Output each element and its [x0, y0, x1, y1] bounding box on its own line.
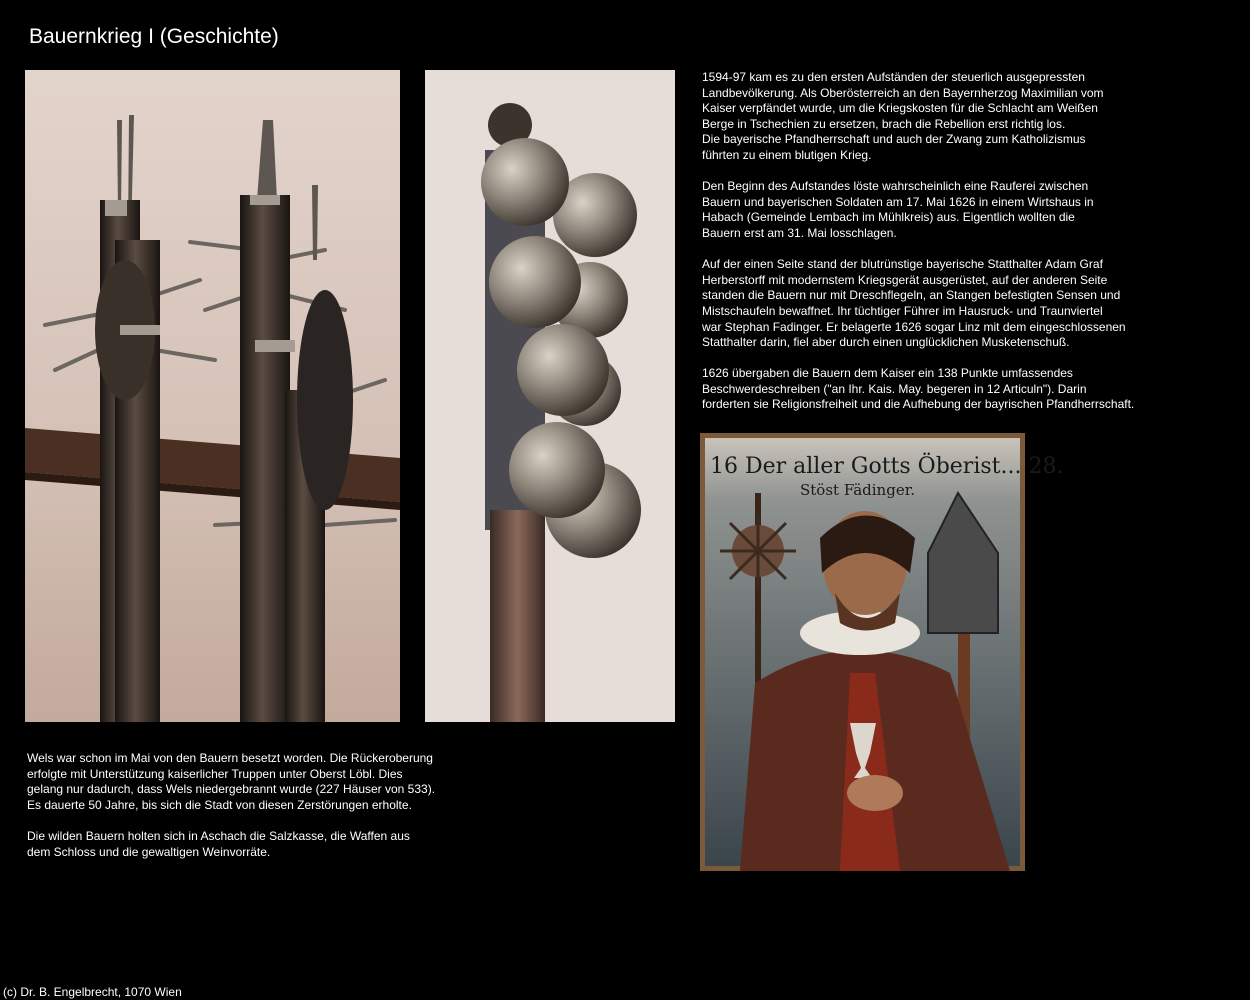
history-text-right: [702, 70, 1242, 429]
paragraph-beginning: Den Beginn des Aufstandes löste wahrscheinlich eine Rauferei zwischen Bauern und bayerischen Soldaten am 17. Mai 1626 in einem Wirtshaus in Habach (Gemeinde Lembach im Mühlkreis) aus. Eigentlich wollten die Bauern erst am 31. Mai losschlagen.: [702, 179, 1094, 240]
history-text-left: [27, 751, 467, 876]
portrait-inscription-2: Stöst Fädinger.: [800, 481, 915, 499]
photo-spiked-weapons: [25, 70, 400, 722]
paragraph-complaints: 1626 übergaben die Bauern dem Kaiser ein 138 Punkte umfassendes Beschwerdeschreiben ("an Ihr. Kais. May. begeren in 12 Articuln"). Darin forderten sie Religionsfreiheit und die Aufhebung der bayrischen Pfandherrschaft.: [702, 366, 1135, 412]
page-title: Bauernkrieg I (Geschichte): [29, 25, 279, 48]
spiked-weapons-image: [25, 70, 400, 722]
flail-image: [425, 70, 675, 722]
paragraph-uprisings: 1594-97 kam es zu den ersten Aufständen der steuerlich ausgepressten Landbevölkerung. Als Oberösterreich an den Bayernherzog Maximilian vom Kaiser verpfändet wurde, um die Kriegskosten für die Schlacht am Weißen Berge in Tschechien zu ersetzen, brach die Rebellion erst richtig los. Die bayerische Pfandherrschaft und auch der Zwang zum Katholizismus führten zu einem blutigen Krieg.: [702, 70, 1104, 162]
paragraph-wels: Wels war schon im Mai von den Bauern besetzt worden. Die Rückeroberung erfolgte mit Unterstützung kaiserlicher Truppen unter Oberst Löbl. Dies gelang nur dadurch, dass Wels niedergebrannt wurde (227 Häuser von 533). Es dauerte 50 Jahre, bis sich die Stadt von diesen Zerstörungen erholte.: [27, 751, 436, 812]
portrait-image: [700, 433, 1064, 871]
portrait-inscription-1: 16 Der aller Gotts Öberist... 28.: [710, 454, 1064, 479]
paragraph-fadinger: Auf der einen Seite stand der blutrünstige bayerische Statthalter Adam Graf Herberstorff mit modernstem Kriegsgerät ausgerüstet, auf der anderen Seite standen die Bauern nur mit Dreschflegeln, an Stangen befestigten Sensen und Mistschaufeln bewaffnet. Ihr tüchtiger Führer im Hausruck- und Traunviertel war Stephan Fadinger. Er belagerte 1626 sogar Linz mit dem eingeschlossenen Statthalter darin, fiel aber durch einen unglücklichen Musketenschuß.: [702, 257, 1126, 350]
photo-flail-balls: [425, 70, 675, 722]
photo-fadinger-portrait: [700, 433, 1064, 871]
copyright-footer: (c) Dr. B. Engelbrecht, 1070 Wien: [3, 985, 182, 999]
paragraph-aschach: Die wilden Bauern holten sich in Aschach die Salzkasse, die Waffen aus dem Schloss und die gewaltigen Weinvorräte.: [27, 828, 410, 859]
